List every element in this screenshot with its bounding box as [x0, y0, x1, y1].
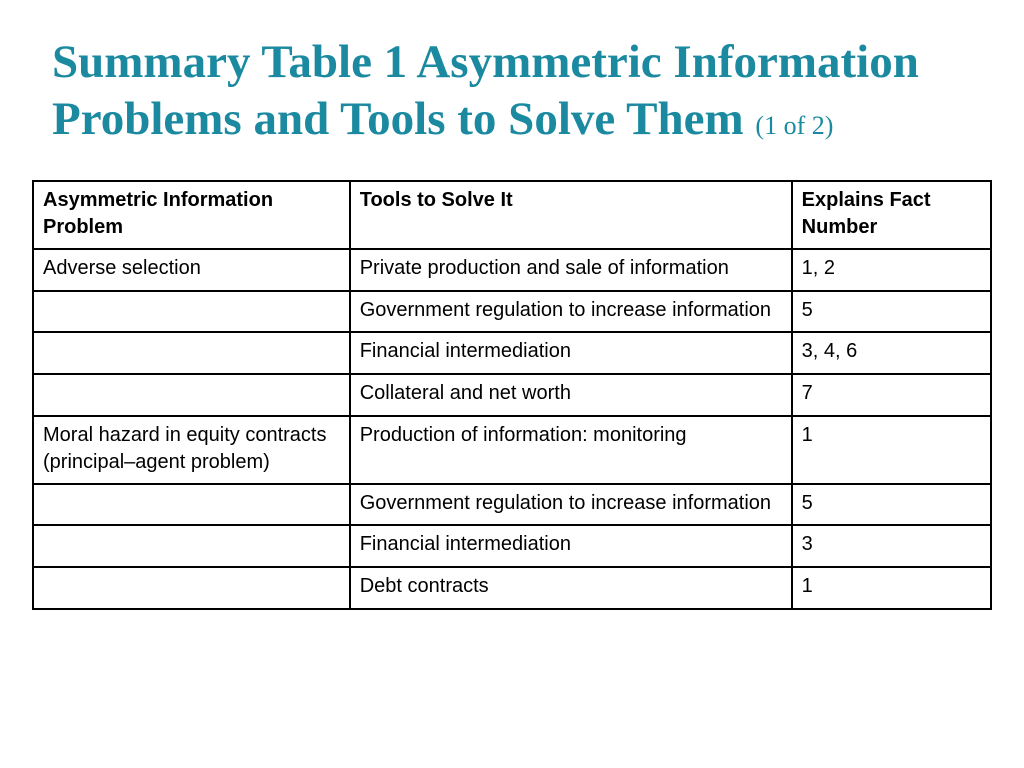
slide-title — [52, 34, 992, 154]
fact-number-cell: 7 — [792, 374, 991, 416]
column-header-fact-number: Explains Fact Number — [792, 181, 991, 249]
column-header-problem: Asymmetric Information Problem — [33, 181, 350, 249]
tool-cell: Financial intermediation — [350, 332, 792, 374]
fact-number-cell: 1, 2 — [792, 249, 991, 291]
slide-title-page-indicator: (1 of 2) — [755, 111, 834, 140]
tool-cell: Government regulation to increase information — [350, 484, 792, 525]
table-row — [33, 484, 991, 525]
fact-number-cell: 1 — [792, 567, 991, 609]
problem-cell: Moral hazard in equity contracts (principal–agent problem) — [33, 416, 350, 484]
tool-cell: Government regulation to increase information — [350, 291, 792, 332]
table-row — [33, 332, 991, 374]
table-row — [33, 525, 991, 567]
table-row — [33, 416, 991, 484]
tool-cell: Financial intermediation — [350, 525, 792, 567]
problem-cell — [33, 291, 350, 332]
problem-cell — [33, 525, 350, 567]
tool-cell: Debt contracts — [350, 567, 792, 609]
problem-cell: Adverse selection — [33, 249, 350, 291]
fact-number-cell: 3, 4, 6 — [792, 332, 991, 374]
fact-number-cell: 1 — [792, 416, 991, 484]
problem-cell — [33, 567, 350, 609]
slide-title-text: Summary Table 1 Asymmetric Information Problems and Tools to Solve Them — [52, 36, 919, 145]
table-header-row — [33, 181, 991, 249]
table-row — [33, 291, 991, 332]
problem-cell — [33, 374, 350, 416]
column-header-tools: Tools to Solve It — [350, 181, 792, 249]
table-row — [33, 249, 991, 291]
problem-cell — [33, 484, 350, 525]
summary-table — [32, 180, 992, 610]
fact-number-cell: 3 — [792, 525, 991, 567]
tool-cell: Collateral and net worth — [350, 374, 792, 416]
table-row — [33, 374, 991, 416]
fact-number-cell: 5 — [792, 291, 991, 332]
problem-cell — [33, 332, 350, 374]
tool-cell: Production of information: monitoring — [350, 416, 792, 484]
fact-number-cell: 5 — [792, 484, 991, 525]
tool-cell: Private production and sale of information — [350, 249, 792, 291]
table-row — [33, 567, 991, 609]
